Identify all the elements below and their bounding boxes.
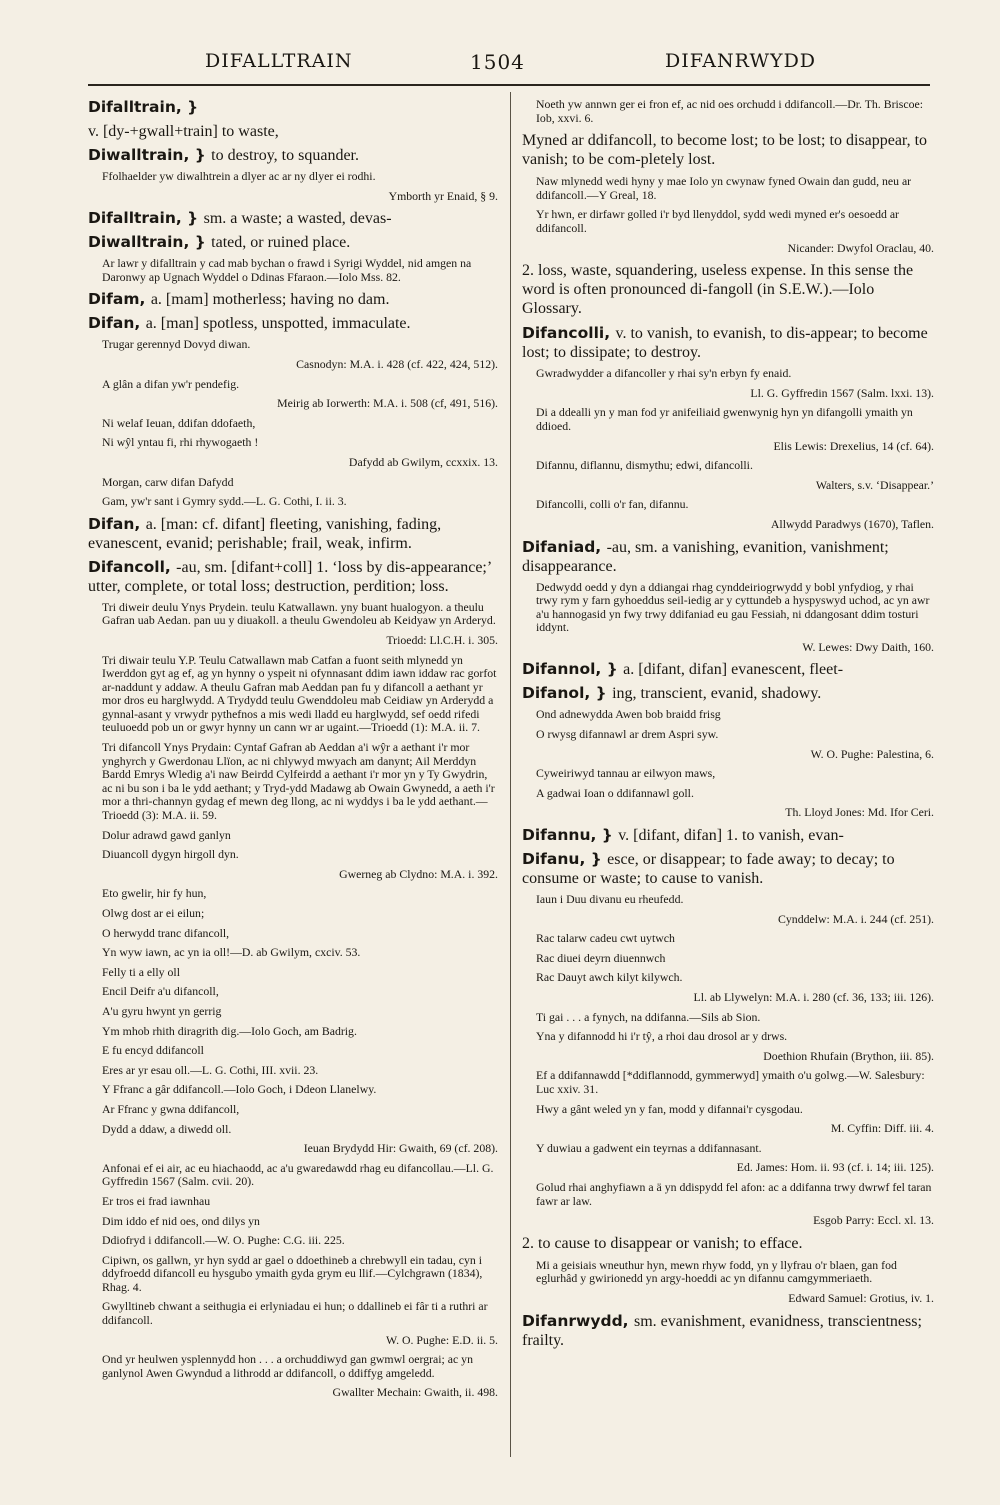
entry bbox=[88, 515, 498, 553]
quotation: Eto gwelir, hir fy hun, bbox=[102, 886, 207, 901]
definition: esce, or disappear; to fade away; to decay; to consume or waste; to cause to vanish. bbox=[522, 851, 895, 888]
definition: v. [difant, difan] 1. to vanish, evan- bbox=[618, 827, 844, 845]
quotation: Dydd a ddaw, a diwedd oll. bbox=[102, 1121, 232, 1136]
citation-source-line bbox=[536, 1122, 934, 1136]
quotation: Cyweiriwyd tannau ar eilwyon maws, bbox=[536, 766, 716, 781]
right-column bbox=[522, 98, 934, 1458]
definition: v. to vanish, to evanish, to dis-appear; to become lost; to dissipate; to destroy. bbox=[522, 325, 928, 362]
entry bbox=[88, 314, 498, 333]
citation-source: Th. Lloyd Jones: Md. Ifor Ceri. bbox=[785, 805, 934, 820]
left-column bbox=[88, 98, 498, 1458]
quotation: Ef a ddifannawdd [*ddiflannodd, gymmerwyd] ymaith o'u golwg.—W. Salesbury: Luc xxiv. 31. bbox=[536, 1068, 925, 1096]
quotation: Dedwydd oedd y dyn a ddiangai rhag cynddeiriogrwydd y bobl ynfydiog, y rhai trwy rym y farn gyhoeddus seil-iedig ar y cyttundeb a hyspyswyd uchod, ac yn awr a'u hannogasid yn fwy trwy ddifaniad eu gau Fessiah, ni ddangosant ddim tosturi iddynt. bbox=[536, 579, 930, 635]
entry bbox=[522, 826, 934, 845]
citation-source: Ll. ab Llywelyn: M.A. i. 280 (cf. 36, 133; iii. 126). bbox=[693, 990, 934, 1004]
header-rule bbox=[88, 84, 930, 86]
headword: Difanol, } bbox=[522, 684, 613, 703]
citation-source-line bbox=[102, 1334, 498, 1348]
citation-source: W. O. Pughe: Palestina, 6. bbox=[810, 746, 934, 761]
headword: Diwalltrain, } bbox=[88, 146, 212, 164]
quotation: Difannu, diflannu, dismythu; edwi, difancolli. bbox=[536, 458, 753, 473]
citation-source-line bbox=[102, 190, 498, 204]
citation-source: Edward Samuel: Grotius, iv. 1. bbox=[788, 1290, 934, 1305]
quotation: Mi a geisiais wneuthur hyn, mewn rhyw fodd, yn y llyfrau o'r blaen, gan fod eglurhâd y gwirionedd yn argy-hoeddi ac yn difannu camgymmeriaeth. bbox=[536, 1257, 897, 1286]
sense: Myned ar ddifancoll, to become lost; to be lost; to disappear, to vanish; to be com-pletely lost. bbox=[522, 132, 928, 169]
headword: Difalltrain, } bbox=[88, 209, 204, 228]
definition: -au, sm. [difant+coll] 1. ‘loss by dis-appearance;’ utter, complete, or total loss; destruction, perdition; loss. bbox=[88, 558, 492, 595]
citation-source: Doethion Rhufain (Brython, iii. 85). bbox=[763, 1048, 934, 1063]
quotation: Rac diuei deyrn diuennwch bbox=[536, 950, 666, 965]
citation-source: Ymborth yr Enaid, § 9. bbox=[388, 188, 498, 203]
citation-source: M. Cyffin: Diff. iii. 4. bbox=[830, 1121, 934, 1136]
quotation: Y duwiau a gadwent ein teyrnas a ddifannasant. bbox=[536, 1140, 762, 1155]
definition: sm. evanishment, evanidness, transcientness; frailty. bbox=[522, 1312, 922, 1349]
quotation: Yna y difannodd hi i'r tŷ, a rhoi dau drosol ar y drws. bbox=[536, 1029, 788, 1044]
citation-source-line bbox=[536, 479, 934, 493]
quotation: Ar Ffranc y gwna ddifancoll, bbox=[102, 1101, 240, 1116]
quotation: Ni wŷl yntau fi, rhi rhywogaeth ! bbox=[102, 435, 259, 450]
running-head-left: DIFALLTRAIN bbox=[205, 50, 353, 72]
quotation: Olwg dost ar ei eilun; bbox=[102, 906, 205, 920]
citation-source-line bbox=[536, 641, 934, 655]
citation-source: W. O. Pughe: E.D. ii. 5. bbox=[386, 1332, 498, 1347]
quotation: Naw mlynedd wedi hyny y mae Iolo yn cwynaw fyned Owain dan gudd, neu ar ddifancoll.—Y Greal, 18. bbox=[536, 174, 912, 202]
citation-source: Trioedd: Ll.C.H. i. 305. bbox=[386, 632, 498, 647]
citation-source: Allwydd Paradwys (1670), Taflen. bbox=[770, 516, 934, 531]
headword: Difancolli, bbox=[522, 324, 616, 343]
citation-source: Nicander: Dwyfol Oraclau, 40. bbox=[787, 240, 934, 255]
citation-source: Dafydd ab Gwilym, ccxxix. 13. bbox=[348, 454, 498, 469]
citation-source: Esgob Parry: Eccl. xl. 13. bbox=[813, 1213, 934, 1228]
quotation: Eres ar yr esau oll.—L. G. Cothi, III. xvii. 23. bbox=[102, 1062, 319, 1077]
definition: a. [difant, difan] evanescent, fleet- bbox=[623, 661, 844, 679]
definition: -au, sm. a vanishing, evanition, vanishment; disappearance. bbox=[522, 538, 889, 575]
entry bbox=[522, 538, 934, 576]
headword: Difannol, } bbox=[522, 660, 624, 679]
quotation: Yr hwn, er dirfawr golled i'r byd llenyddol, sydd wedi myned er's oesoedd ar ddifancoll. bbox=[536, 207, 899, 235]
citation-source-line bbox=[102, 456, 498, 470]
citation-source: Meirig ab Iorwerth: M.A. i. 508 (cf, 491, 516). bbox=[277, 396, 498, 411]
citation-source-line bbox=[536, 1214, 934, 1228]
headword: Difan, bbox=[88, 514, 146, 533]
quotation: Ffolhaelder yw diwalhtrein a dlyer ac ar ny dlyer ei rodhi. bbox=[102, 169, 376, 183]
quotation: Dim iddo ef nid oes, ond dilys yn bbox=[102, 1213, 260, 1228]
headword: Difanu, } bbox=[522, 850, 608, 869]
quotation: Er tros ei frad iawnhau bbox=[102, 1193, 211, 1208]
citation-source-line bbox=[536, 913, 934, 927]
headword: Difannu, } bbox=[522, 826, 619, 845]
quotation: Trugar gerennyd Dovyd diwan. bbox=[102, 337, 251, 352]
quotation: Ond adnewydda Awen bob braidd frisg bbox=[536, 707, 721, 722]
entry bbox=[522, 1312, 934, 1350]
headword: Difanrwydd, bbox=[522, 1311, 634, 1330]
quotation: Tri diwair teulu Y.P. Teulu Catwallawn mab Catfan a fuont seith mlynedd yn Iwerddon gyt ag ef, ag yn hynny o yspeit ni ofynnasant ddim iawn iddaw rac gorfot ar-naddunt y addaw. A theulu Gafran mab Aeddan pan fu y difancoll a aethant yr mor dros eu harglwydd. A Trydydd teulu Gwenddoleu mab Ceidiaw yn Arderydd a gynnal-asant y vrwydr pythefnos a mis wedi lladd eu harglwydd, sef oedd rifedi teuluoedd pob un or gwyr hynny un cann wr ar ugaint.—Trioedd (1): M.A. ii. 7. bbox=[102, 652, 497, 735]
page-number: 1504 bbox=[470, 50, 525, 74]
column-rule bbox=[510, 92, 511, 1457]
citation-source: Gwallter Mechain: Gwaith, ii. 498. bbox=[332, 1385, 498, 1400]
quotation: Noeth yw annwn ger ei fron ef, ac nid oes orchudd i ddifancoll.—Dr. Th. Briscoe: Iob, xxvi. 6. bbox=[536, 98, 924, 125]
definition: a. [man: cf. difant] fleeting, vanishing, fading, evanescent, evanid; perishable; frail, weak, infirm. bbox=[88, 515, 442, 552]
quotation: Rac Dauyt awch kilyt kilywch. bbox=[536, 970, 683, 985]
definition: sm. a waste; a wasted, devas- bbox=[203, 210, 392, 228]
citation-source: Ieuan Brydydd Hir: Gwaith, 69 (cf. 208). bbox=[303, 1141, 498, 1156]
sense: 2. to cause to disappear or vanish; to efface. bbox=[522, 1234, 803, 1252]
citation-source: W. Lewes: Dwy Daith, 160. bbox=[802, 639, 934, 654]
quotation: Tri diweir deulu Ynys Prydein. teulu Katwallawn. yny buant hualogyon. a theulu Gafran uab Aedan. pan uu y diuakoll. a theulu Gwendoleu ab Keidyaw yn Arderyd. bbox=[102, 599, 496, 628]
citation-source-line bbox=[102, 634, 498, 648]
citation-source-line bbox=[102, 868, 498, 882]
citation-source-line bbox=[102, 397, 498, 411]
definition: tated, or ruined place. bbox=[211, 234, 351, 252]
headword: Difaniad, bbox=[522, 537, 607, 556]
entry bbox=[88, 233, 498, 252]
citation-source: Ll. G. Gyffredin 1567 (Salm. lxxi. 13). bbox=[750, 385, 934, 400]
entry bbox=[88, 209, 498, 228]
quotation: Ond yr heulwen ysplennydd hon . . . a orchuddiwyd gan gwmwl oergrai; ac yn ganlynol Awen Gwyndud a lithrodd ar ddifancoll, o ddiffyg amgeledd. bbox=[102, 1352, 473, 1380]
citation-source-line bbox=[536, 242, 934, 256]
quotation: Ddiofryd i ddifancoll.—W. O. Pughe: C.G. iii. 225. bbox=[102, 1233, 345, 1248]
quotation: Ym mhob rhith diragrith dig.—Iolo Goch, am Badrig. bbox=[102, 1023, 357, 1038]
quotation: Gwradwydder a difancoller y rhai sy'n erbyn fy enaid. bbox=[536, 366, 792, 381]
quotation: O herwydd tranc difancoll, bbox=[102, 925, 230, 940]
entry bbox=[88, 146, 498, 165]
citation-source-line bbox=[102, 1386, 498, 1400]
entry bbox=[88, 122, 498, 141]
quotation: Gwylltineb chwant a seithugia ei erlyniadau ei hun; o ddallineb ei fâr ti a ruthri ar ddifancoll. bbox=[102, 1299, 488, 1328]
citation-source-line bbox=[536, 806, 934, 820]
quotation: Hwy a gânt weled yn y fan, modd y difannai'r cysgodau. bbox=[536, 1101, 803, 1116]
headword: Diwalltrain, } bbox=[88, 233, 212, 252]
citation-source-line bbox=[536, 387, 934, 401]
quotation: Yn wyw iawn, ac yn ia oll!—D. ab Gwilym, cxciv. 53. bbox=[102, 945, 361, 960]
quotation: Di a ddealli yn y man fod yr anifeiliaid gwenwynig hyn yn difangolli ymaith yn ddioed. bbox=[536, 405, 913, 433]
quotation: Rac talarw cadeu cwt uytwch bbox=[536, 931, 675, 946]
quotation: Anfonai ef ei air, ac eu hiachaodd, ac a'u gwaredawdd rhag eu difancollau.—Ll. G. Gyffredin 1567 (Salm. cvii. 20). bbox=[102, 1160, 494, 1189]
headword: Difan, bbox=[88, 314, 146, 333]
citation-source: Walters, s.v. ‘Disappear.’ bbox=[815, 477, 934, 492]
headword: Difancoll, bbox=[88, 557, 177, 576]
quotation: Ar lawr y difalltrain y cad mab bychan o frawd i Syrigi Wyddel, nid amgen na Daronwy ap Ugnach Wyddel o Ddinas Ffaraon.—Iolo Mss. 82. bbox=[102, 256, 472, 284]
quotation: A gadwai Ioan o ddifannawl goll. bbox=[536, 785, 694, 800]
citation-source-line bbox=[536, 440, 934, 454]
entry bbox=[522, 684, 934, 703]
quotation: O rwysg difannawl ar drem Aspri syw. bbox=[536, 727, 719, 742]
citation-source-line bbox=[536, 1292, 934, 1306]
quotation: Encil Deifr a'u difancoll, bbox=[102, 984, 219, 999]
definition: to destroy, to squander. bbox=[211, 147, 359, 164]
definition: v. [dy-+gwall+train] to waste, bbox=[88, 123, 279, 140]
sense: 2. loss, waste, squandering, useless expense. In this sense the word is often pronounced di-fangoll (in S.E.W.).—Iolo Glossary. bbox=[522, 262, 914, 318]
citation-source-line bbox=[536, 1050, 934, 1064]
quotation: E fu encyd ddifancoll bbox=[102, 1043, 204, 1058]
quotation: Morgan, carw difan Dafydd bbox=[102, 474, 234, 489]
quotation: Dolur adrawd gawd ganlyn bbox=[102, 827, 231, 842]
entry bbox=[88, 558, 498, 596]
citation-source: Elis Lewis: Drexelius, 14 (cf. 64). bbox=[773, 438, 934, 453]
definition: ing, transcient, evanid, shadowy. bbox=[612, 685, 822, 703]
citation-source-line bbox=[102, 358, 498, 372]
citation-source-line bbox=[536, 1161, 934, 1175]
quotation: Ni welaf Ieuan, ddifan ddofaeth, bbox=[102, 415, 256, 430]
quotation: Cipiwn, os gallwn, yr hyn sydd ar gael o ddoethineb a chrebwyll ein tadau, cyn i ddyfroedd difancoll eu hysgubo ymaith gyda grym eu llif.—Cylchgrawn (1834), Rhag. 4. bbox=[102, 1252, 483, 1294]
quotation: Difancolli, colli o'r fan, difannu. bbox=[536, 497, 689, 512]
quotation: Golud rhai anghyfiawn a ä yn ddispydd fel afon: ac a ddifanna trwy dwrwf fel taran fawr ar law. bbox=[536, 1179, 932, 1208]
citation-source-line bbox=[102, 1142, 498, 1156]
citation-source: Gwerneg ab Clydno: M.A. i. 392. bbox=[339, 866, 498, 881]
quotation: A glân a difan yw'r pendefig. bbox=[102, 376, 240, 391]
citation-source: Ed. James: Hom. ii. 93 (cf. i. 14; iii. 125). bbox=[736, 1160, 934, 1175]
entry bbox=[88, 98, 498, 117]
headword: Difam, bbox=[88, 290, 151, 309]
quotation: Y Ffranc a gâr ddifancoll.—Iolo Goch, i Ddeon Llanelwy. bbox=[102, 1082, 377, 1097]
entry bbox=[88, 290, 498, 309]
citation-source: Casnodyn: M.A. i. 428 (cf. 422, 424, 512). bbox=[296, 356, 498, 371]
running-head-right: DIFANRWYDD bbox=[665, 50, 817, 72]
entry bbox=[522, 660, 934, 679]
quotation: Diuancoll dygyn hirgoll dyn. bbox=[102, 847, 239, 862]
citation-source-line bbox=[536, 748, 934, 762]
quotation: Gam, yw'r sant i Gymry sydd.—L. G. Cothi, I. ii. 3. bbox=[102, 494, 347, 509]
quotation: Tri difancoll Ynys Prydain: Cyntaf Gafran ab Aeddan a'i wŷr a aethant i'r mor ynghyrch y Gwerdonau Llïon, ac ni chlywyd mwyach am danynt; Ail Merddyn Bardd Emrys Wledig a'i naw Beirdd Cylfeirdd a aethant i'r mor yn y Ty Gwydrin, ac ni bu son i ba le ydd aethant; y Tryd-ydd Madawg ab Owain Gwynedd, a aeth i'r mor a thri-channyn gydag ef mewn deg llong, ac ni wyddys i ba le ydd aethant.—Trioedd (3): M.A. ii. 59. bbox=[102, 740, 495, 823]
citation-source: Cynddelw: M.A. i. 244 (cf. 251). bbox=[778, 911, 934, 926]
quotation: Felly ti a elly oll bbox=[102, 964, 180, 979]
definition: a. [mam] motherless; having no dam. bbox=[150, 291, 390, 309]
citation-source-line bbox=[536, 991, 934, 1005]
quotation: Iaun i Duu divanu eu rheufedd. bbox=[536, 892, 684, 907]
quotation: Ti gai . . . a fynych, na ddifanna.—Sils ab Sion. bbox=[536, 1009, 761, 1024]
definition: a. [man] spotless, unspotted, immaculate. bbox=[145, 315, 411, 333]
entry bbox=[522, 850, 934, 888]
headword: Difalltrain, } bbox=[88, 98, 199, 116]
quotation: A'u gyru hwynt yn gerrig bbox=[102, 1003, 222, 1018]
citation-source-line bbox=[536, 518, 934, 532]
entry bbox=[522, 324, 934, 362]
